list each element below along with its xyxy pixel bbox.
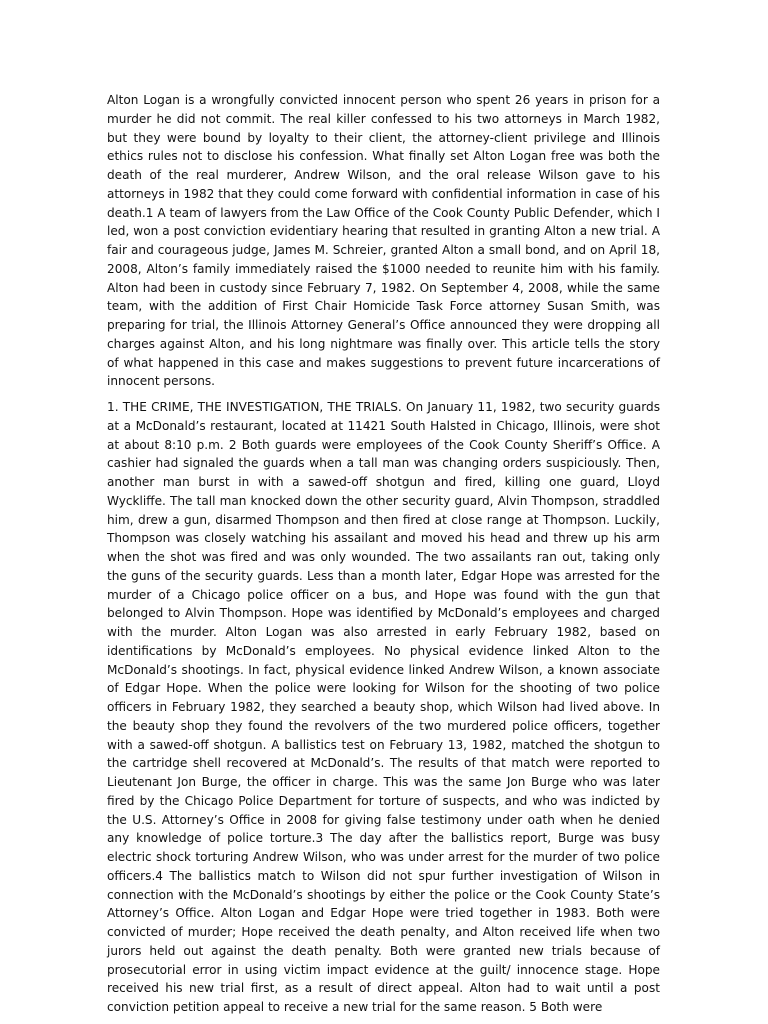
section-1-paragraph: 1. THE CRIME, THE INVESTIGATION, THE TRIALS. On January 11, 1982, two security guards at a McDonald’s restaurant, located at 11421 South Halsted in Chicago, Illinois, were shot at about 8:10 p.m. 2 Both guards were employees of the Cook County Sheriff’s Office. A cashier had signaled the guards when a tall man was changing orders suspiciously. Then, another man burst in with a sawed-off shotgun and fired, killing one guard, Lloyd Wyckliffe. The tall man knocked down the other security guard, Alvin Thompson, straddled him, drew a gun, disarmed Thompson and then fired at close range at Thompson. Luckily, Thompson was closely watching his assailant and moved his head and threw up his arm when the shot was fired and was only wounded. The two assailants ran out, taking only the guns of the security guards. Less than a month later, Edgar Hope was arrested for the murder of a Chicago police officer on a bus, and Hope was found with the gun that belonged to Alvin Thompson. Hope was identified by McDonald’s employees and charged with the murder. Alton Logan was also arrested in early February 1982, based on identifications by McDonald’s employees. No physical evidence linked Alton to the McDonald’s shootings. In fact, physical evidence linked Andrew Wilson, a known associate of Edgar Hope. When the police were looking for Wilson for the shooting of two police officers in February 1982, they searched a beauty shop, which Wilson had lived above. In the beauty shop they found the revolvers of the two murdered police officers, together with a sawed-off shotgun. A ballistics test on February 13, 1982, matched the shotgun to the cartridge shell recovered at McDonald’s. The results of that match were reported to Lieutenant Jon Burge, the officer in charge. This was the same Jon Burge who was later fired by the Chicago Police Department for torture of suspects, and who was indicted by the U.S. Attorney’s Office in 2008 for giving false testimony under oath when he denied any knowledge of police torture.3 The day after the ballistics report, Burge was busy electric shock torturing Andrew Wilson, who was under arrest for the murder of two police officers.4 The ballistics match to Wilson did not spur further investigation of Wilson in connection with the McDonald’s shootings by either the police or the Cook County State’s Attorney’s Office. Alton Logan and Edgar Hope were tried together in 1983. Both were convicted of murder; Hope received the death penalty, and Alton received life when two jurors held out against the death penalty. Both were granted new trials because of prosecutorial error in using victim impact evidence at the guilt/ innocence stage. Hope received his new trial first, as a result of direct appeal. Alton had to wait until a post conviction petition appeal to receive a new trial for the same reason. 5 Both were xyxy=(107,400,660,1014)
document-page xyxy=(107,91,660,1024)
intro-paragraph: Alton Logan is a wrongfully convicted innocent person who spent 26 years in prison for a murder he did not commit. The real killer confessed to his two attorneys in March 1982, but they were bound by loyalty to their client, the attorney-client privilege and Illinois ethics rules not to disclose his confession. What finally set Alton Logan free was both the death of the real murderer, Andrew Wilson, and the oral release Wilson gave to his attorneys in 1982 that they could come forward with confidential information in case of his death.1 A team of lawyers from the Law Office of the Cook County Public Defender, which I led, won a post conviction evidentiary hearing that resulted in granting Alton a new trial. A fair and courageous judge, James M. Schreier, granted Alton a small bond, and on April 18, 2008, Alton’s family immediately raised the $1000 needed to reunite him with his family. Alton had been in custody since February 7, 1982. On September 4, 2008, while the same team, with the addition of First Chair Homicide Task Force attorney Susan Smith, was preparing for trial, the Illinois Attorney General’s Office announced they were dropping all charges against Alton, and his long nightmare was finally over. This article tells the story of what happened in this case and makes suggestions to prevent future incarcerations of innocent persons. xyxy=(107,93,660,389)
